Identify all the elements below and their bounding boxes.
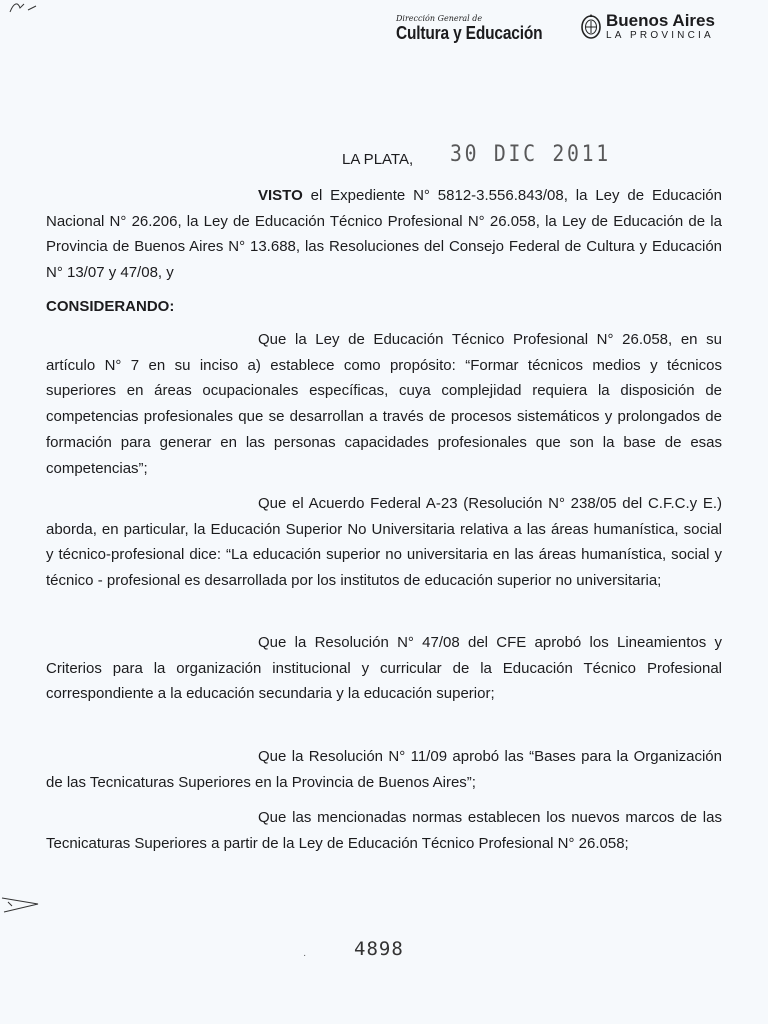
province-header (606, 12, 715, 42)
province-subtitle: LA PROVINCIA (606, 30, 714, 41)
province-seal-icon (580, 12, 602, 40)
considerando-paragraph: Que la Resolución N° 11/09 aprobó las “Bases para la Organización de las Tecnicaturas Superiores en la Provincia de Buenos Aires”; (46, 748, 722, 791)
resolution-number: 4898 (354, 938, 404, 960)
considerando-heading: CONSIDERANDO: (46, 298, 175, 315)
ink-dot: · (303, 950, 307, 961)
place-label: LA PLATA, (342, 151, 414, 168)
considerando-paragraph: Que las mencionadas normas establecen los nuevos marcos de las Tecnicaturas Superiores a partir de la Ley de Educación Técnico Profesional N° 26.058; (46, 809, 722, 852)
considerando-paragraph: Que la Resolución N° 47/08 del CFE aprobó los Lineamientos y Criterios para la organización institucional y curricular de la Educación Técnico Profesional correspondiente a la educación secundaria y la educación superior; (46, 634, 722, 703)
province-name: Buenos Aires (606, 11, 715, 30)
date-stamp: 30 DIC 2011 (450, 142, 611, 167)
agency-small-label: Dirección General de (396, 14, 483, 23)
handwritten-mark-icon (8, 0, 48, 14)
visto-paragraph (46, 183, 722, 286)
visto-text: el Expediente N° 5812-3.556.843/08, la Ley de Educación Nacional N° 26.206, la Ley de Educación Técnico Profesional N° 26.058, la Ley de Educación de la Provincia de Buenos Aires N° 13.688, las Resoluciones del Consejo Federal de Cultura y Educación N° 13/07 y 47/08, y (46, 187, 722, 282)
margin-arrow-mark-icon (0, 894, 42, 916)
agency-header (396, 14, 574, 43)
considerando-paragraph: Que la Ley de Educación Técnico Profesional N° 26.058, en su artículo N° 7 en su inciso a) establece como propósito: “Formar técnicos medios y técnicos superiores en áreas ocupacionales específicas, cuya complejidad requiera la disposición de competencias profesionales que se desarrollan a través de procesos sistemáticos y prolongados de formación para generar en las personas capacidades profesionales que son la base de esas competencias”; (46, 331, 722, 477)
visto-keyword: VISTO (258, 187, 303, 204)
agency-name: Cultura y Educación (396, 23, 543, 43)
considerando-paragraph: Que el Acuerdo Federal A-23 (Resolución N° 238/05 del C.F.C.y E.) aborda, en particular, la Educación Superior No Universitaria relativa a las áreas humanística, social y técnico-profesional dice: “La educación superior no universitaria en las áreas humanística, social y técnico - profesional es desarrollada por los institutos de educación superior no universitaria; (46, 495, 722, 590)
